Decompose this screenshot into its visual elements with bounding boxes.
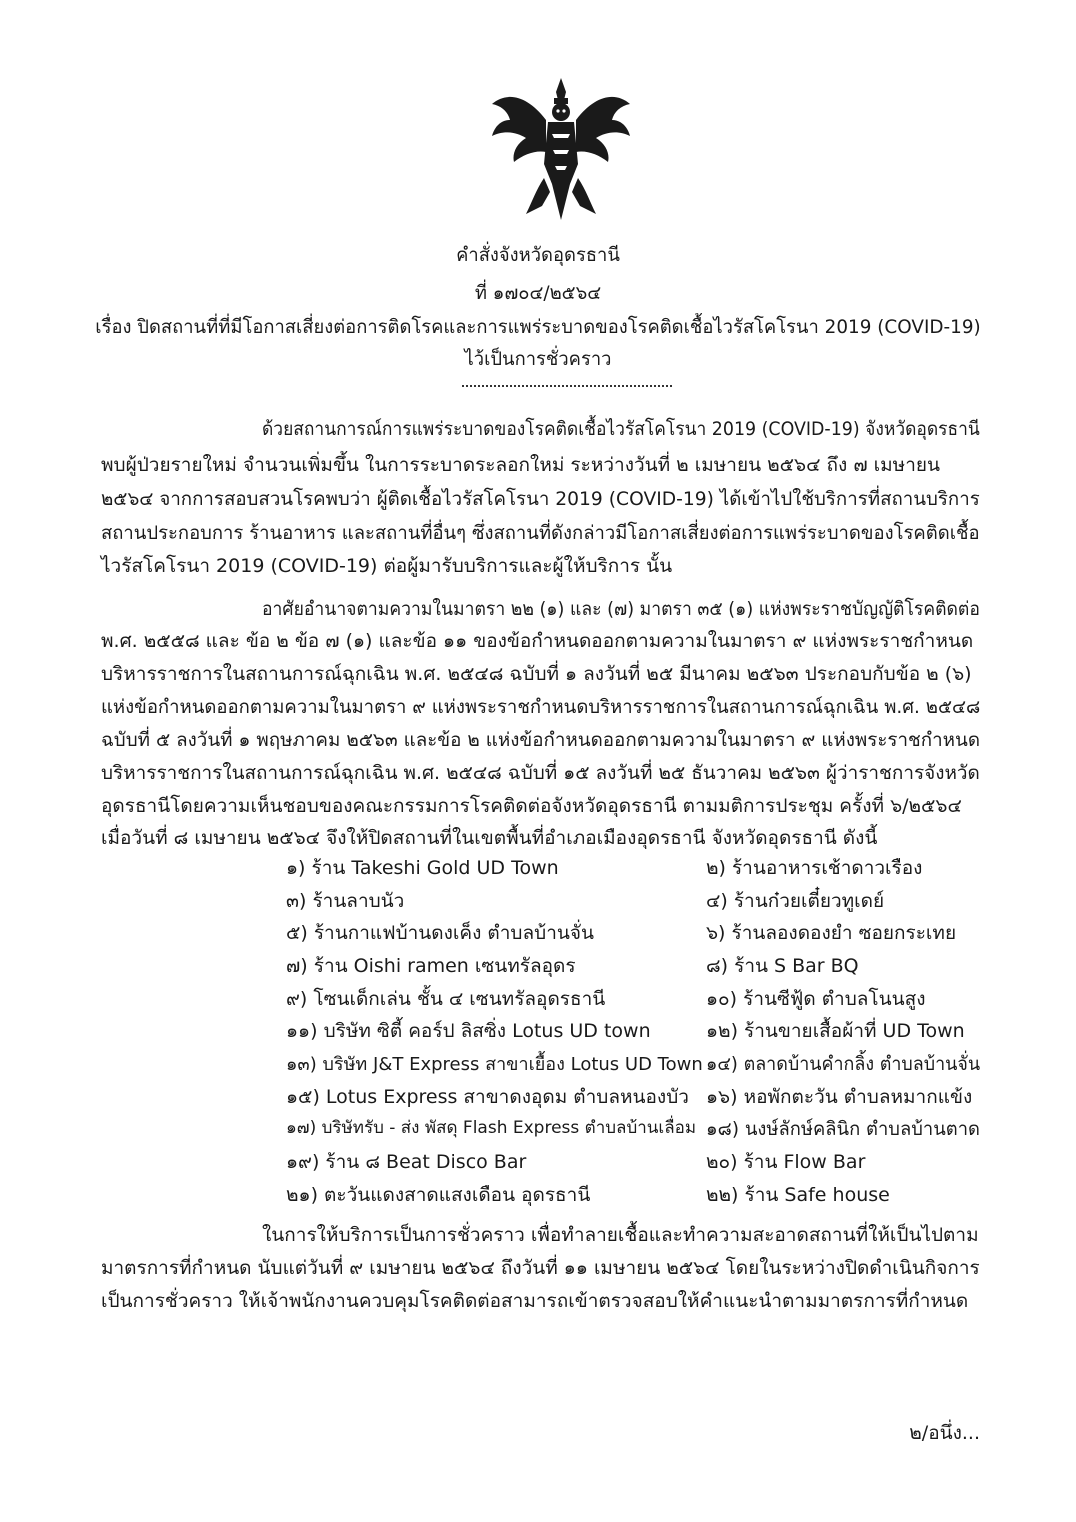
paragraph-1-line: ๒๕๖๔ จากการสอบสวนโรคพบว่า ผู้ติดเชื้อไวรัสโคโรนา 2019 (COVID-19) ได้เข้าไปใช้บริการที่สถานบริการ <box>101 488 980 510</box>
place-list-item: ๒) ร้านอาหารเช้าดาวเรือง <box>706 857 923 879</box>
place-list-item: ๓) ร้านลาบนัว <box>286 890 405 912</box>
place-list-item: ๖) ร้านลองดองยำ ซอยกระเทย <box>706 922 957 944</box>
place-list-item: ๑๓) บริษัท J&T Express สาขาเยื้อง Lotus UD Town <box>286 1054 703 1075</box>
place-list-item: ๑๐) ร้านซีฟู้ด ตำบลโนนสูง <box>706 988 926 1010</box>
paragraph-3-line: ในการให้บริการเป็นการชั่วคราว เพื่อทำลายเชื้อและทำความสะอาดสถานที่ให้เป็นไปตาม <box>262 1224 979 1246</box>
paragraph-1-line: พบผู้ป่วยรายใหม่ จำนวนเพิ่มขึ้น ในการระบาดระลอกใหม่ ระหว่างวันที่ ๒ เมษายน ๒๕๖๔ ถึง ๗ เมษายน <box>101 454 940 476</box>
subject-line-1: เรื่อง ปิดสถานที่ที่มีโอกาสเสี่ยงต่อการติดโรคและการแพร่ระบาดของโรคติดเชื้อไวรัสโคโรนา 2019 (COVID-19) <box>95 316 981 338</box>
paragraph-1-line: ด้วยสถานการณ์การแพร่ระบาดของโรคติดเชื้อไวรัสโคโรนา 2019 (COVID-19) จังหวัดอุดรธานี <box>262 418 980 440</box>
place-list-item: ๑๗) บริษัทรับ - ส่ง พัสดุ Flash Express ตำบลบ้านเลื่อม <box>286 1118 697 1138</box>
order-title: คำสั่งจังหวัดอุดรธานี <box>456 244 620 266</box>
place-list-item: ๒๒) ร้าน Safe house <box>706 1184 890 1206</box>
paragraph-2-line: อุดรธานีโดยความเห็นชอบของคณะกรรมการโรคติดต่อจังหวัดอุดรธานี ตามมติการประชุม ครั้งที่ ๖/๒๕๖๔ <box>101 795 962 817</box>
garuda-emblem-icon <box>486 74 636 224</box>
place-list-item: ๑๘) นงษ์ลักษ์คลินิก ตำบลบ้านตาด <box>706 1118 980 1140</box>
paragraph-2-line: อาศัยอำนาจตามความในมาตรา ๒๒ (๑) และ (๗) มาตรา ๓๕ (๑) แห่งพระราชบัญญัติโรคติดต่อ <box>262 598 980 620</box>
paragraph-2-line: แห่งข้อกำหนดออกตามความในมาตรา ๙ แห่งพระราชกำหนดบริหารราชการในสถานการณ์ฉุกเฉิน พ.ศ. ๒๕๔๘ <box>101 696 981 718</box>
place-list-item: ๑๑) บริษัท ซิตี้ คอร์ป ลิสซิ่ง Lotus UD town <box>286 1020 651 1042</box>
paragraph-3-line: มาตรการที่กำหนด นับแต่วันที่ ๙ เมษายน ๒๕๖๔ ถึงวันที่ ๑๑ เมษายน ๒๕๖๔ โดยในระหว่างปิดดำเนินกิจการ <box>101 1257 980 1279</box>
place-list-item: ๑๖) หอพักตะวัน ตำบลหมากแข้ง <box>706 1086 973 1108</box>
paragraph-1-line: สถานประกอบการ ร้านอาหาร และสถานที่อื่นๆ ซึ่งสถานที่ดังกล่าวมีโอกาสเสี่ยงต่อการแพร่ระบาดของโรคติดเชื้อ <box>101 522 980 544</box>
place-list-item: ๑๔) ตลาดบ้านคำกลิ้ง ตำบลบ้านจั่น <box>706 1053 981 1075</box>
paragraph-2-line: เมื่อวันที่ ๘ เมษายน ๒๕๖๔ จึงให้ปิดสถานที่ในเขตพื้นที่อำเภอเมืองอุดรธานี จังหวัดอุดรธานี ดังนี้ <box>101 827 878 849</box>
place-list-item: ๗) ร้าน Oishi ramen เซนทรัลอุดร <box>286 955 576 977</box>
paragraph-2-line: บริหารราชการในสถานการณ์ฉุกเฉิน พ.ศ. ๒๕๔๘ ฉบับที่ ๑๕ ลงวันที่ ๒๕ ธันวาคม ๒๕๖๓ ผู้ว่าราชการจังหวัด <box>101 762 980 784</box>
place-list-item: ๒๐) ร้าน Flow Bar <box>706 1151 866 1173</box>
page-continuation: ๒/อนึ่ง... <box>909 1422 980 1444</box>
place-list-item: ๑) ร้าน Takeshi Gold UD Town <box>286 857 559 879</box>
paragraph-2-line: บริหารราชการในสถานการณ์ฉุกเฉิน พ.ศ. ๒๕๔๘ ฉบับที่ ๑ ลงวันที่ ๒๕ มีนาคม ๒๕๖๓ ประกอบกับข้อ ๒ (๖) <box>101 663 972 685</box>
subject-line-2: ไว้เป็นการชั่วคราว <box>464 348 612 370</box>
paragraph-1-line: ไวรัสโคโรนา 2019 (COVID-19) ต่อผู้มารับบริการและผู้ให้บริการ นั้น <box>101 555 673 577</box>
place-list-item: ๔) ร้านก๋วยเตี๋ยวทูเดย์ <box>706 890 885 912</box>
paragraph-2-line: พ.ศ. ๒๕๕๘ และ ข้อ ๒ ข้อ ๗ (๑) และข้อ ๑๑ ของข้อกำหนดออกตามความในมาตรา ๙ แห่งพระราชกำหนด <box>101 630 974 652</box>
separator-line <box>462 385 672 387</box>
paragraph-2-line: ฉบับที่ ๕ ลงวันที่ ๑ พฤษภาคม ๒๕๖๓ และข้อ ๒ แห่งข้อกำหนดออกตามความในมาตรา ๙ แห่งพระราชกำหนด <box>101 729 981 751</box>
place-list-item: ๕) ร้านกาแฟบ้านดงเค็ง ตำบลบ้านจั่น <box>286 922 594 944</box>
order-number: ที่ ๑๗๐๔/๒๕๖๔ <box>474 282 602 304</box>
place-list-item: ๙) โซนเด็กเล่น ชั้น ๔ เซนทรัลอุดรธานี <box>286 988 606 1010</box>
place-list-item: ๘) ร้าน S Bar BQ <box>706 955 859 977</box>
place-list-item: ๒๑) ตะวันแดงสาดแสงเดือน อุดรธานี <box>286 1184 591 1206</box>
place-list-item: ๑๕) Lotus Express สาขาดงอุดม ตำบลหนองบัว <box>286 1086 689 1108</box>
paragraph-3-line: เป็นการชั่วคราว ให้เจ้าพนักงานควบคุมโรคติดต่อสามารถเข้าตรวจสอบให้คำแนะนำตามมาตรการที่กำหนด <box>101 1290 969 1312</box>
place-list-item: ๑๒) ร้านขายเสื้อผ้าที่ UD Town <box>706 1020 965 1042</box>
place-list-item: ๑๙) ร้าน ๘ Beat Disco Bar <box>286 1151 527 1173</box>
